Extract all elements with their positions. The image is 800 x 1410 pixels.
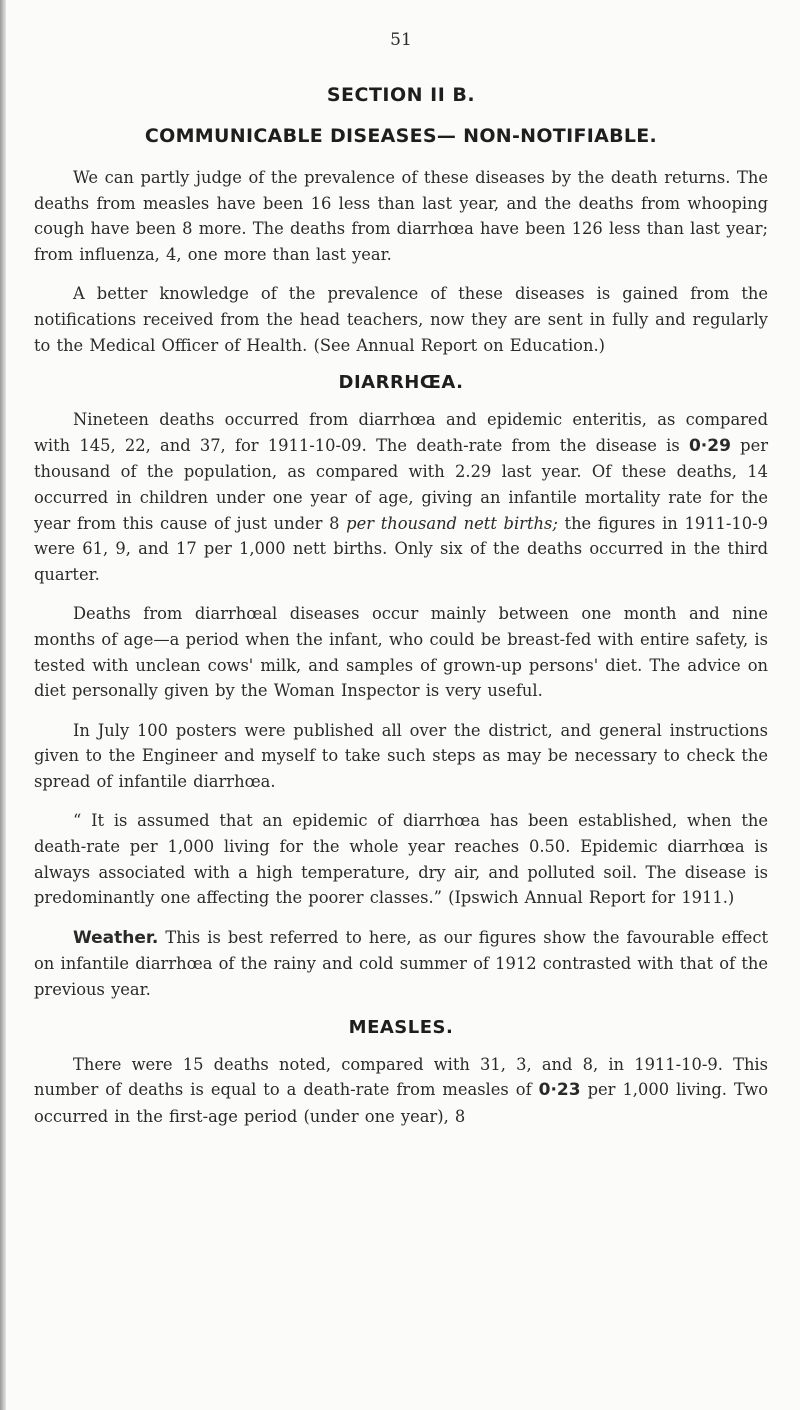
diarrhoea-heading: DIARRHŒA. <box>338 372 464 394</box>
diarrhoea-p1-text-c: the figures in 1911-10-9 were 61, 9, and 17 per 1,000 nett births. Only six of the deaths occurred in the third quarter. <box>34 513 768 584</box>
measles-death-rate: 0·23 <box>538 1080 581 1101</box>
weather-text: This is best referred to here, as our figures show the favourable effect on infantile diarrhœa of the rainy and cold summer of 1912 contrasted with that of the previous year. <box>34 927 768 1000</box>
diarrhoea-p1-emphasis: per thousand nett births; <box>346 513 558 533</box>
measles-paragraph-1 <box>34 1052 768 1130</box>
intro-paragraph-2: A better knowledge of the prevalence of these diseases is gained from the notifications received from the head teachers, now they are sent in fully and regularly to the Medical Officer of Health. (See Annual Report on Education.) <box>34 284 768 355</box>
section-subtitle: COMMUNICABLE DISEASES— NON-NOTIFIABLE. <box>144 125 658 147</box>
measles-p1-text-a: There were 15 deaths noted, compared with 31, 3, and 8, in 1911-10-9. This number of deaths is equal to a death-rate from measles of <box>34 1054 768 1100</box>
diarrhoea-paragraph-1 <box>34 407 768 587</box>
page-content <box>34 30 768 1143</box>
diarrhoea-paragraph-3: In July 100 posters were published all over the district, and general instructions given to the Engineer and myself to take such steps as may be necessary to check the spread of infantile diarrhœa. <box>34 720 768 791</box>
measles-p1-text-b: per 1,000 living. Two occurred in the first-age period (under one year), 8 <box>34 1080 768 1126</box>
measles-heading: MEASLES. <box>348 1016 454 1038</box>
intro-paragraph-1: We can partly judge of the prevalence of these diseases by the death returns. The deaths from measles have been 16 less than last year, and the deaths from whooping cough have been 8 more. The deaths from diarrhœa have been 126 less than last year; from influenza, 4, one more than last year. <box>34 168 768 264</box>
weather-label: Weather. <box>73 927 159 948</box>
weather-paragraph <box>34 925 768 1003</box>
diarrhoea-death-rate: 0·29 <box>688 435 731 456</box>
page-binding-edge <box>0 0 6 1410</box>
diarrhoea-paragraph-2: Deaths from diarrhœal diseases occur mainly between one month and nine months of age—a period when the infant, who could be breast-fed with entire safety, is tested with unclean cows' milk, and samples of grown-up persons' diet. The advice on diet personally given by the Woman Inspector is very useful. <box>34 604 768 701</box>
page-number: 51 <box>390 30 412 50</box>
section-title: SECTION II B. <box>326 84 476 106</box>
diarrhoea-p1-text-a: Nineteen deaths occurred from diarrhœa and epidemic enteritis, as compared with 145, 22, and 37, for 1911-10-09. The death-rate from the disease is <box>34 410 768 455</box>
diarrhoea-quotation: “ It is assumed that an epidemic of diarrhœa has been established, when the death-rate per 1,000 living for the whole year reaches 0.50. Epidemic diarrhœa is always associated with a high temperature, dry air, and polluted soil. The disease is predominantly one affecting the poorer classes.” (Ipswich Annual Report for 1911.) <box>34 811 768 908</box>
diarrhoea-p1-text-b: per thousand of the population, as compared with 2.29 last year. Of these deaths, 14 occurred in children under one year of age, giving an infantile mortality rate for the year from this cause of just under 8 <box>34 435 768 533</box>
